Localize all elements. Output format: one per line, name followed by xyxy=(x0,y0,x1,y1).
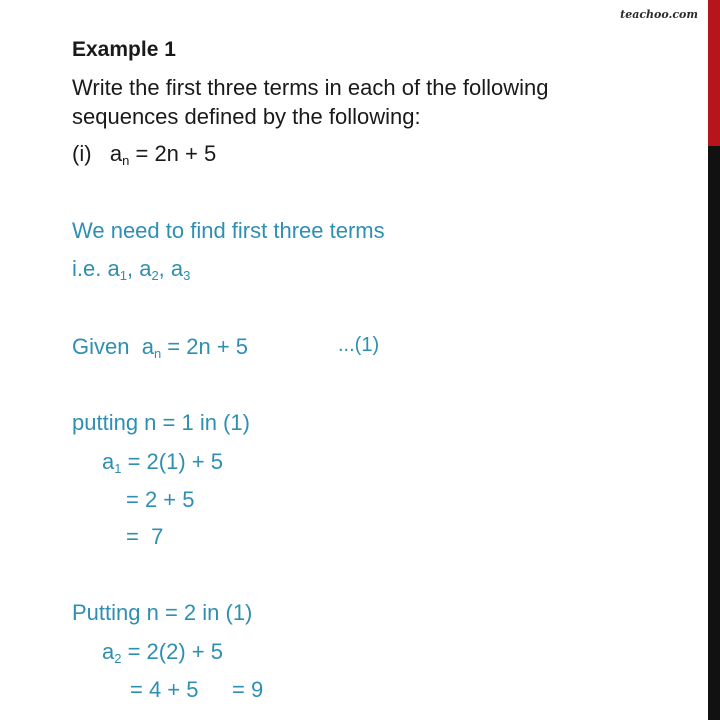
formula-rest: = 2n + 5 xyxy=(129,141,217,166)
step2-rest: = 2(2) + 5 xyxy=(121,639,223,664)
ie-comma1: , xyxy=(126,256,140,281)
step1-line3: = 7 xyxy=(126,524,164,549)
example-title: Example 1 xyxy=(72,38,176,61)
sidebar-accent-black xyxy=(708,146,720,720)
sidebar-accent-red xyxy=(708,0,720,146)
ie-a3: a xyxy=(170,256,184,281)
step1-line1 xyxy=(102,449,223,475)
part-label: (i) xyxy=(72,141,92,166)
step2-line2-result: = 9 xyxy=(232,677,264,702)
step2-heading: Putting n = 2 in (1) xyxy=(72,600,253,625)
ie-a2: a xyxy=(139,256,152,281)
solution-ie xyxy=(72,256,190,282)
step1-line2: = 2 + 5 xyxy=(126,487,195,512)
formula-subscript: n xyxy=(122,153,130,168)
step2-line1 xyxy=(102,639,223,665)
given-prefix: Given xyxy=(72,334,142,359)
step1-a: a xyxy=(102,449,115,474)
step2-subscript: 2 xyxy=(114,651,122,666)
ie-sub2: 2 xyxy=(151,268,159,283)
step2-a: a xyxy=(102,639,115,664)
given-a: a xyxy=(141,334,154,359)
equation-reference: ...(1) xyxy=(338,334,380,356)
watermark: teachoo.com xyxy=(620,8,698,21)
step1-rest: = 2(1) + 5 xyxy=(121,449,223,474)
given-subscript: n xyxy=(153,346,162,361)
ie-a1: a xyxy=(107,256,120,281)
solution-intro: We need to find first three terms xyxy=(72,218,385,243)
ie-prefix: i.e. xyxy=(72,256,108,281)
given-line xyxy=(72,334,248,360)
formula-a: a xyxy=(109,141,123,166)
ie-sub3: 3 xyxy=(183,268,191,283)
step2-line2: = 4 + 5 xyxy=(130,677,199,702)
ie-sub1: 1 xyxy=(119,268,127,283)
given-rest: = 2n + 5 xyxy=(161,334,249,359)
question-line-1: Write the first three terms in each of the following xyxy=(72,75,549,100)
step1-heading: putting n = 1 in (1) xyxy=(72,410,250,435)
question-line-2: sequences defined by the following: xyxy=(72,104,421,129)
step1-subscript: 1 xyxy=(114,461,122,476)
ie-comma2: , xyxy=(158,256,171,281)
question-part-i xyxy=(72,141,216,167)
